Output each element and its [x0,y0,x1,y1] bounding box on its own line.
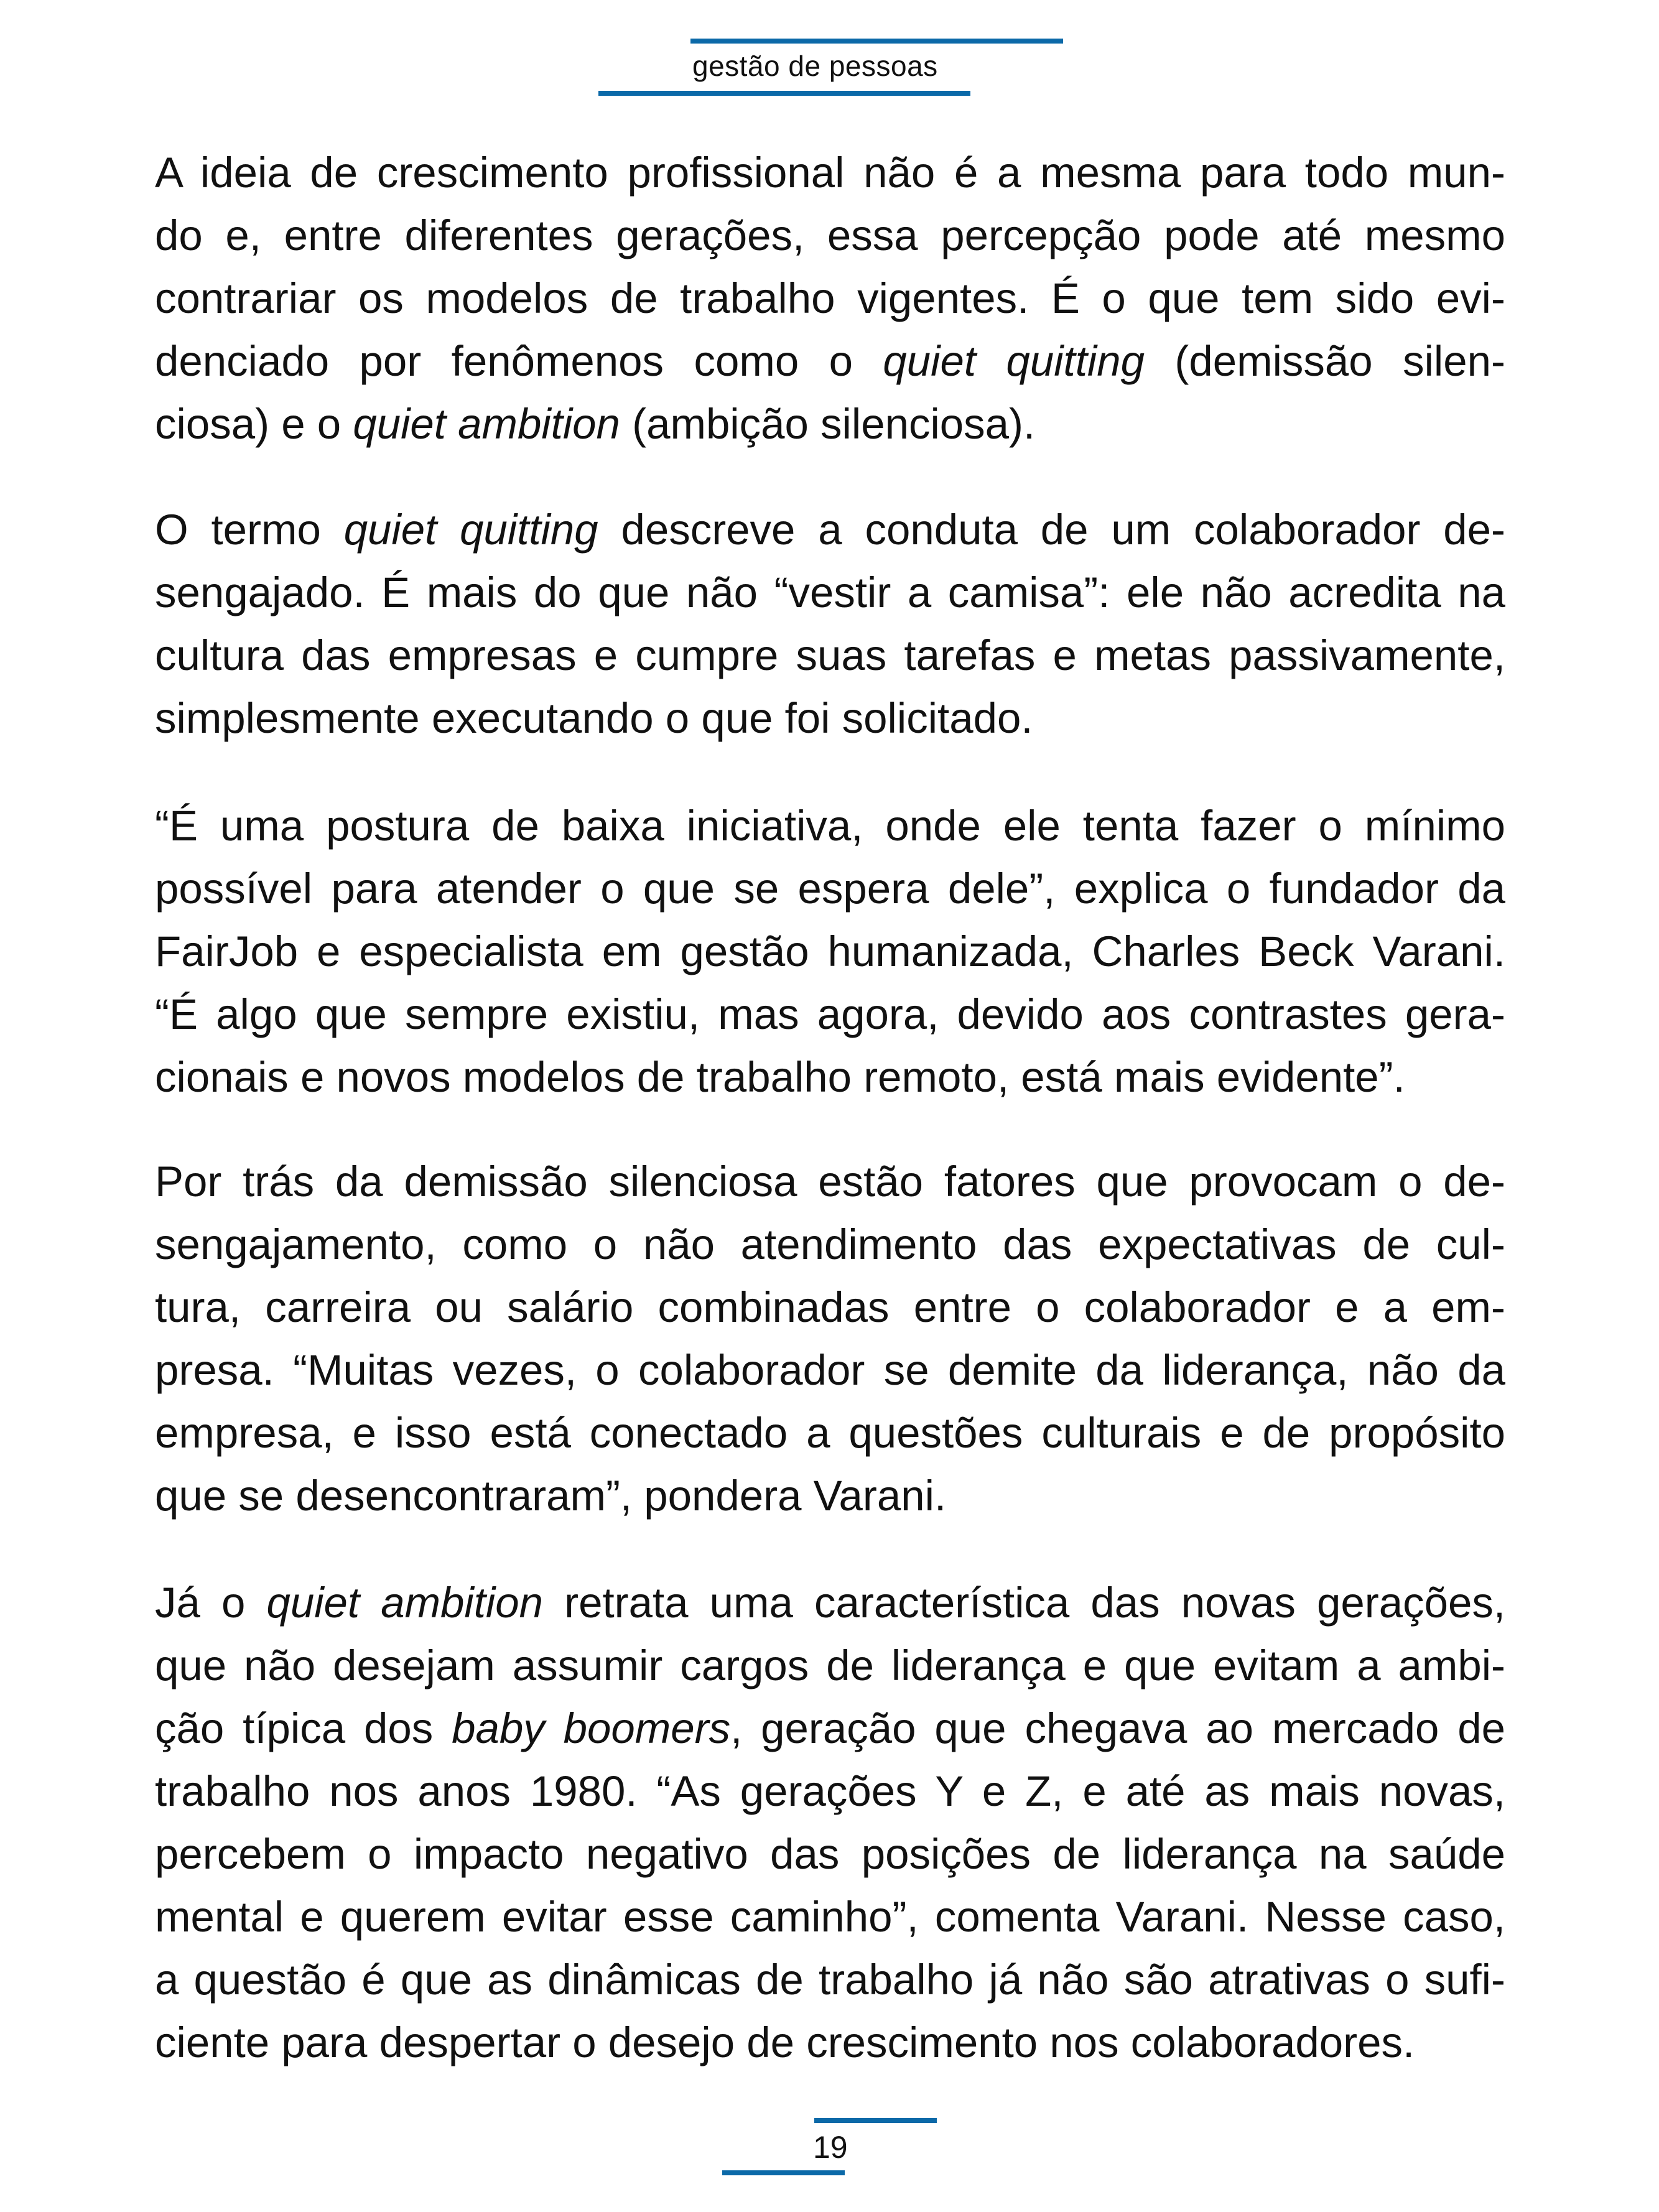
text-run: a questão é que as dinâmicas de trabalho já não são atrativas o sufi- [155,1956,1505,2004]
text-line [155,1634,1505,1697]
text-run: que não desejam assumir cargos de liderança e que evitam a ambi- [155,1642,1505,1689]
text-run: Por trás da demissão silenciosa estão fatores que provocam o de- [155,1158,1505,1206]
text-line [155,1571,1505,1634]
footer-rule-bottom [722,2170,845,2175]
header-rule-top [690,39,1063,44]
text-line [155,1948,1505,2011]
text-run: ciente para despertar o desejo de crescimento nos colaboradores. [155,2019,1415,2066]
text-line [155,687,1505,750]
text-line [155,1213,1505,1276]
paragraph [155,498,1505,750]
text-run: possível para atender o que se espera dele”, explica o fundador da [155,865,1505,913]
text-line [155,1339,1505,1401]
text-line [155,794,1505,857]
paragraph [155,141,1505,455]
text-run: “É uma postura de baixa iniciativa, onde ele tenta fazer o mínimo [155,802,1505,850]
text-run: sengajamento, como o não atendimento das expectativas de cul- [155,1220,1505,1268]
text-line [155,1760,1505,1823]
italic-term: quiet ambition [353,400,620,448]
text-run: presa. “Muitas vezes, o colaborador se demite da liderança, não da [155,1346,1505,1394]
text-line [155,498,1505,561]
text-run: retrata uma característica das novas gerações, [543,1579,1505,1627]
section-title: gestão de pessoas [692,50,938,82]
text-run: mental e querem evitar esse caminho”, comenta Varani. Nesse caso, [155,1893,1505,1941]
text-line [155,1150,1505,1213]
text-run: tura, carreira ou salário combinadas entre o colaborador e a em- [155,1283,1505,1331]
text-line [155,857,1505,920]
text-run: FairJob e especialista em gestão humanizada, Charles Beck Varani. [155,927,1505,975]
text-run: descreve a conduta de um colaborador de- [598,506,1505,554]
text-run: cionais e novos modelos de trabalho remoto, está mais evidente”. [155,1053,1405,1101]
text-run: A ideia de crescimento profissional não é a mesma para todo mun- [155,149,1505,197]
italic-term: quiet quitting [883,337,1145,385]
text-line [155,1401,1505,1464]
text-run: (demissão silen- [1144,337,1505,385]
text-run: sengajado. É mais do que não “vestir a camisa”: ele não acredita na [155,569,1505,616]
text-run: , geração que chegava ao mercado de [730,1704,1505,1752]
text-line [155,1885,1505,1948]
page-number: 19 [813,2130,848,2165]
text-line [155,1823,1505,1885]
text-run: empresa, e isso está conectado a questões culturais e de propósito [155,1409,1505,1457]
text-line [155,393,1505,455]
text-run: “É algo que sempre existiu, mas agora, devido aos contrastes gera- [155,990,1505,1038]
text-line [155,983,1505,1046]
text-run: denciado por fenômenos como o [155,337,883,385]
italic-term: baby boomers [452,1704,731,1752]
text-run: que se desencontraram”, pondera Varani. [155,1472,947,1520]
text-line [155,1697,1505,1760]
text-run: O termo [155,506,344,554]
text-line [155,2011,1505,2074]
italic-term: quiet quitting [343,506,598,554]
text-run: ção típica dos [155,1704,452,1752]
text-line [155,267,1505,330]
paragraph [155,1150,1505,1527]
paragraph [155,1571,1505,2074]
header-rule-bottom [598,91,970,96]
paragraph [155,794,1505,1108]
text-run: (ambição silenciosa). [620,400,1036,448]
text-line [155,1276,1505,1339]
text-run: cultura das empresas e cumpre suas tarefas e metas passivamente, [155,631,1505,679]
text-run: simplesmente executando o que foi solicitado. [155,694,1033,742]
text-run: Já o [155,1579,267,1627]
text-line [155,1464,1505,1527]
text-line [155,1046,1505,1108]
text-run: percebem o impacto negativo das posições de liderança na saúde [155,1830,1505,1878]
text-line [155,204,1505,267]
italic-term: quiet ambition [266,1579,544,1627]
text-run: contrariar os modelos de trabalho vigentes. É o que tem sido evi- [155,274,1505,322]
text-run: do e, entre diferentes gerações, essa percepção pode até mesmo [155,211,1505,259]
footer-rule-top [814,2118,937,2123]
text-run: trabalho nos anos 1980. “As gerações Y e Z, e até as mais novas, [155,1767,1505,1815]
text-line [155,141,1505,204]
text-run: ciosa) e o [155,400,353,448]
text-line [155,330,1505,393]
text-line [155,624,1505,687]
text-line [155,561,1505,624]
text-line [155,920,1505,983]
